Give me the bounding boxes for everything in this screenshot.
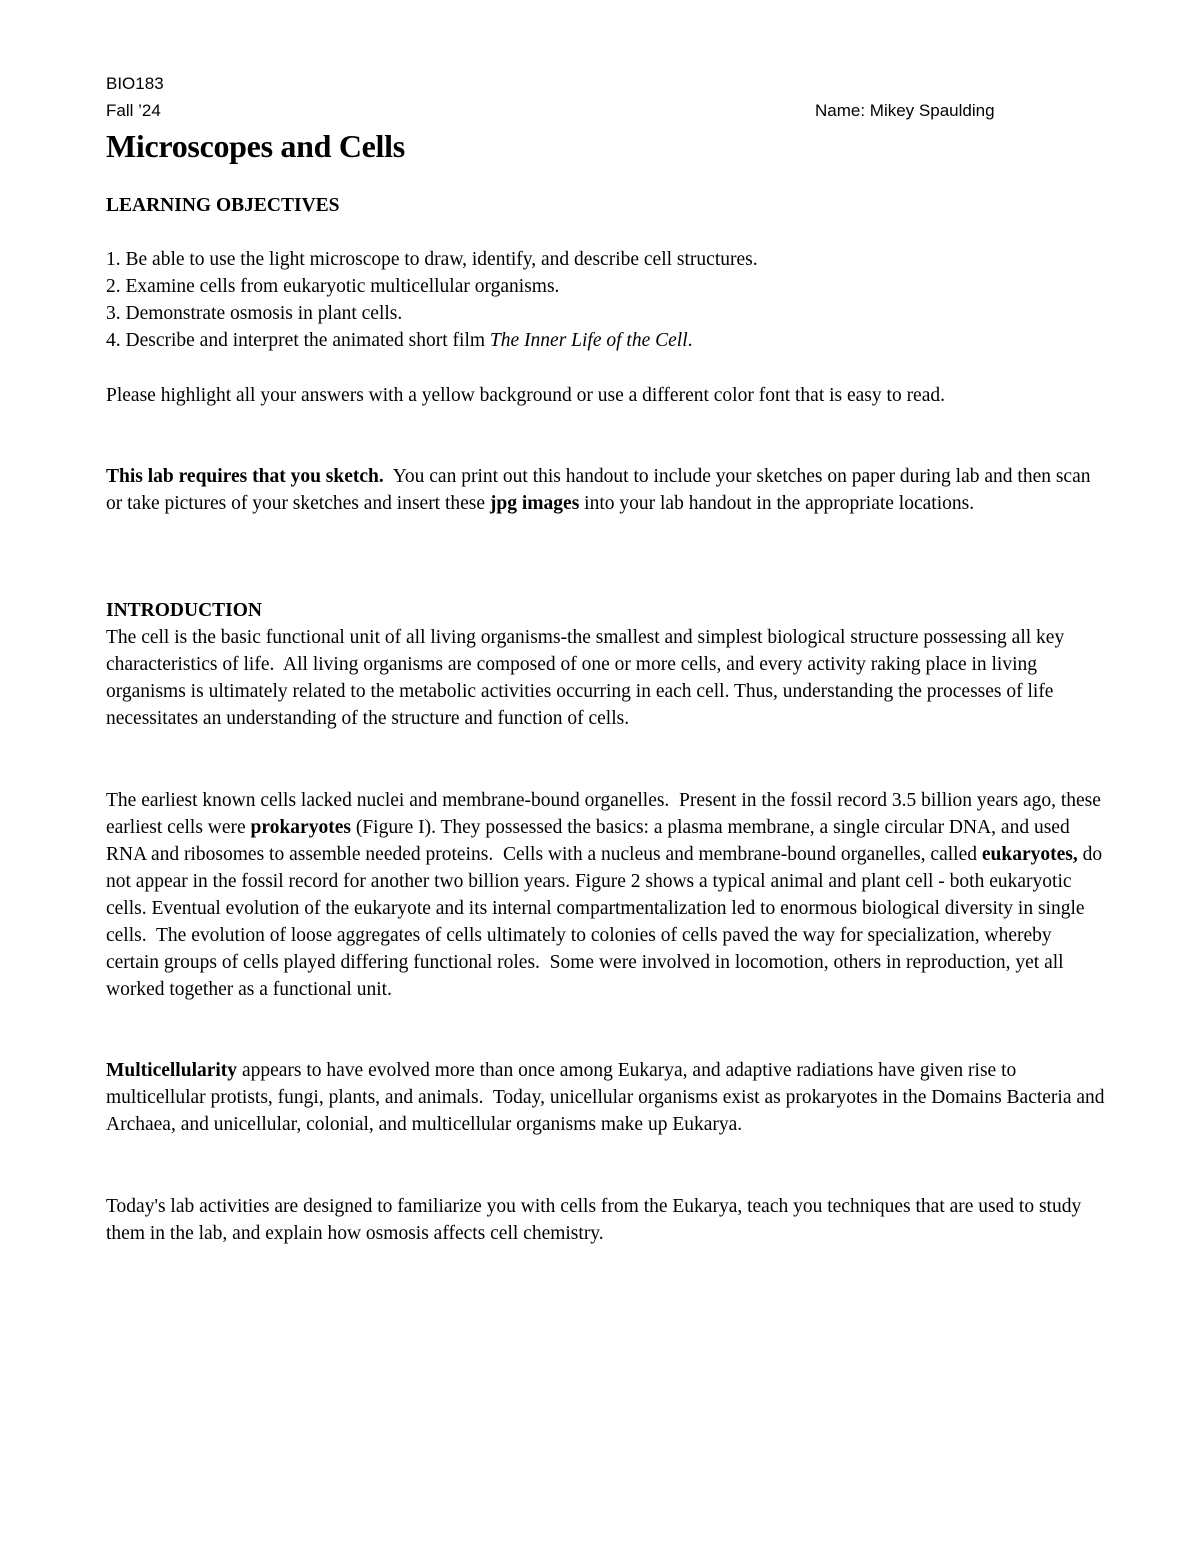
paragraph-text: do not appear in the fossil record for another two billion years. Figure 2 shows a typical animal and plant cell - both eukaryotic cells. Eventual evolution of the eukaryote and its internal compartmentalization led to enormous biological diversity in single cells. The evolution of loose aggregates of cells ultimately to colonies of cells paved the way for specialization, whereby certain groups of cells played differing functional roles. Some were involved in locomotion, others in reproduction, yet all worked together as a functional unit. bbox=[106, 844, 1107, 1000]
eukaryotes-term: eukaryotes, bbox=[981, 844, 1078, 865]
introduction-section bbox=[106, 597, 1106, 732]
intro-paragraph-2 bbox=[106, 787, 1106, 1003]
sketch-instructions bbox=[106, 463, 1106, 517]
intro-paragraph-4: Today's lab activities are designed to familiarize you with cells from the Eukarya, teach you techniques that are used to study them in the lab, and explain how osmosis affects cell chemistry. bbox=[106, 1196, 1082, 1244]
jpg-images-emphasis: jpg images bbox=[489, 493, 580, 514]
list-item bbox=[106, 327, 1106, 354]
sketch-text: You can print out this handout to include your sketches on paper during lab and then scan or take pictures of your sketches and insert these bbox=[106, 466, 1096, 514]
prokaryotes-term: prokaryotes bbox=[250, 817, 351, 838]
term: Fall ’24 bbox=[106, 101, 161, 120]
objective-4-prefix: 4. Describe and interpret the animated short film bbox=[106, 330, 490, 351]
page-title: Microscopes and Cells bbox=[106, 128, 405, 164]
highlight-note: Please highlight all your answers with a yellow background or use a different color font that is easy to read. bbox=[106, 385, 945, 406]
film-title: The Inner Life of the Cell bbox=[489, 330, 688, 351]
intro-paragraph-3 bbox=[106, 1057, 1109, 1138]
section-heading: LEARNING OBJECTIVES bbox=[106, 195, 340, 216]
student-name: Name: Mikey Spaulding bbox=[815, 101, 995, 120]
course-code: BIO183 bbox=[106, 74, 164, 93]
objective-4-suffix: . bbox=[687, 330, 693, 351]
paragraph-text: The earliest known cells lacked nuclei and membrane-bound organelles. Present in the fossil record 3.5 billion years ago, these earliest cells were bbox=[106, 790, 1106, 838]
section-heading: INTRODUCTION bbox=[106, 600, 263, 621]
learning-objectives-heading bbox=[106, 192, 1106, 219]
multicellularity-term: Multicellularity bbox=[106, 1060, 238, 1081]
paragraph-text: appears to have evolved more than once among Eukarya, and adaptive radiations have given rise to multicellular protists, fungi, plants, and animals. Today, unicellular organisms exist as prokaryotes in the Domains Bacteria and Archaea, and unicellular, colonial, and multicellular organisms make up Eukarya. bbox=[106, 1060, 1109, 1135]
intro-paragraph-1: The cell is the basic functional unit of all living organisms-the smallest and simplest biological structure possessing all key characteristics of life. All living organisms are composed of one or more cells, and every activity raking place in living organisms is ultimately related to the metabolic activities occurring in each cell. Thus, understanding the processes of life necessitates an understanding of the structure and function of cells. bbox=[106, 627, 1070, 729]
sketch-text-end: into your lab handout in the appropriate locations. bbox=[579, 493, 975, 514]
list-item: 3. Demonstrate osmosis in plant cells. bbox=[106, 303, 403, 324]
sketch-requirement: This lab requires that you sketch. bbox=[106, 466, 384, 487]
paragraph-text: (Figure I). They possessed the basics: a plasma membrane, a single circular DNA, and used RNA and ribosomes to assemble needed proteins. Cells with a nucleus and membrane-bound organelles, called bbox=[106, 817, 1075, 865]
list-item: 2. Examine cells from eukaryotic multicellular organisms. bbox=[106, 276, 560, 297]
list-item: 1. Be able to use the light microscope to draw, identify, and describe cell structures. bbox=[106, 249, 758, 270]
objectives-list bbox=[106, 246, 1106, 354]
